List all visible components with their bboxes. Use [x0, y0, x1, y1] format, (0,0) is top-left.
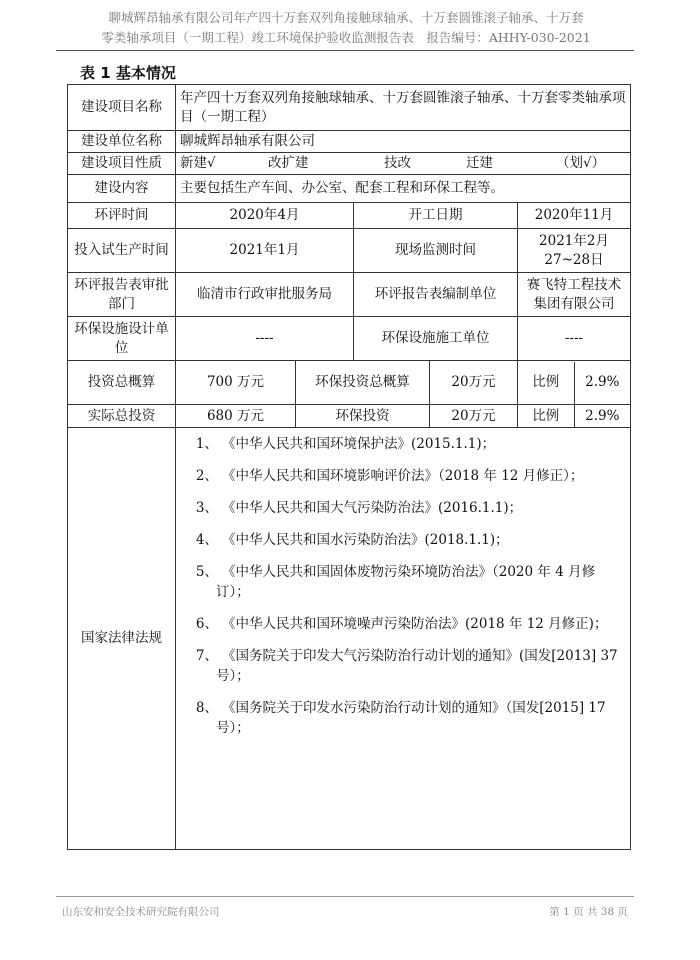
law-item: 8、 《国务院关于印发水污染防治行动计划的通知》（国发[2015] 17 号）； — [195, 700, 606, 736]
label-monitor-time: 现场监测时间 — [354, 229, 518, 273]
nature-tech: 技改 — [384, 155, 411, 171]
law-item: 5、 《中华人民共和国固体废物污染环境防治法》（2020 年 4 月修订）； — [195, 564, 596, 600]
value-design: ---- — [176, 317, 354, 361]
basic-info-table — [67, 84, 631, 850]
value-compiler: 赛飞特工程技术集团有限公司 — [518, 273, 631, 317]
value-actual-ratio: 2.9% — [585, 407, 620, 424]
table-row — [68, 131, 631, 153]
label-actual-ratio: 比例 — [518, 405, 575, 427]
value-project-name: 年产四十万套双列角接触球轴承、十万套圆锥滚子轴承、十万套零类轴承项目（一期工程） — [176, 85, 631, 131]
value-actual: 680 万元 — [176, 405, 296, 428]
value-start-date: 2020年11月 — [518, 203, 631, 229]
value-ratio: 2.9% — [585, 374, 620, 390]
value-env-budget: 20万元 — [430, 361, 518, 405]
table-row — [68, 175, 631, 203]
law-item: 3、 《中华人民共和国大气污染防治法》(2016.1.1)； — [195, 500, 523, 516]
table-row — [68, 405, 631, 428]
label-laws: 国家法律法规 — [68, 428, 176, 850]
law-item: 2、 《中华人民共和国环境影响评价法》（2018 年 12 月修正）； — [195, 468, 584, 484]
label-start-date: 开工日期 — [354, 203, 518, 229]
table-caption: 表 1 基本情况 — [80, 64, 176, 82]
footer-rule — [56, 896, 634, 897]
value-approval: 临清市行政审批服务局 — [176, 273, 354, 317]
table-row — [68, 273, 631, 317]
label-compiler: 环评报告表编制单位 — [354, 273, 518, 317]
page-header — [72, 8, 620, 48]
label-approval: 环评报告表审批部门 — [68, 273, 176, 317]
label-ratio: 比例 — [518, 362, 575, 404]
table-row — [68, 361, 631, 405]
law-item: 6、 《中华人民共和国环境噪声污染防治法》(2018 年 12 月修正)； — [195, 616, 608, 632]
label-unit: 建设单位名称 — [68, 131, 176, 153]
ratio-cell — [518, 361, 631, 405]
label-env-budget: 环保投资总概算 — [296, 361, 430, 405]
actual-ratio-cell — [518, 405, 631, 428]
value-trial: 2021年1月 — [176, 229, 354, 273]
table-row — [68, 85, 631, 131]
label-eia-time: 环评时间 — [68, 203, 176, 229]
laws-list — [176, 428, 631, 850]
label-construction: 环保设施施工单位 — [354, 317, 518, 361]
table-row — [68, 428, 631, 850]
header-line-2: 零类轴承项目（一期工程）竣工环境保护验收监测报告表 报告编号：AHHY-030-2021 — [101, 30, 591, 45]
value-monitor-time: 2021年2月27~28日 — [518, 229, 631, 273]
label-env-invest: 环保投资 — [296, 405, 430, 428]
nature-new: 新建√ — [180, 155, 216, 171]
label-design: 环保设施设计单位 — [68, 317, 176, 361]
law-item: 7、 《国务院关于印发大气污染防治行动计划的通知》(国发[2013] 37 号）； — [195, 648, 618, 684]
value-budget: 700 万元 — [176, 361, 296, 405]
law-item: 4、 《中华人民共和国水污染防治法》(2018.1.1)； — [195, 532, 509, 548]
label-trial: 投入试生产时间 — [68, 229, 176, 273]
nature-move: 迁建 — [466, 155, 493, 171]
label-actual: 实际总投资 — [68, 405, 176, 428]
footer-company: 山东安和安全技术研究院有限公司 — [62, 906, 220, 918]
table-row — [68, 203, 631, 229]
table-row — [68, 153, 631, 175]
value-eia-time: 2020年4月 — [176, 203, 354, 229]
label-project-name: 建设项目名称 — [68, 85, 176, 131]
header-line-1: 聊城辉昂轴承有限公司年产四十万套双列角接触球轴承、十万套圆锥滚子轴承、十万套 — [108, 10, 584, 25]
value-nature — [176, 153, 631, 175]
footer-page-number: 第 1 页 共 38 页 — [549, 906, 628, 918]
table-row — [68, 229, 631, 273]
value-env-invest: 20万元 — [430, 405, 518, 428]
law-item: 1、 《中华人民共和国环境保护法》(2015.1.1)； — [195, 436, 496, 452]
label-budget: 投资总概算 — [68, 361, 176, 405]
value-unit: 聊城辉昂轴承有限公司 — [176, 131, 631, 153]
value-content: 主要包括生产车间、办公室、配套工程和环保工程等。 — [176, 175, 631, 203]
label-content: 建设内容 — [68, 175, 176, 203]
nature-mark: （划√） — [556, 155, 606, 171]
value-construction: ---- — [518, 317, 631, 361]
nature-expand: 改扩建 — [268, 155, 309, 171]
header-rule — [56, 50, 634, 51]
table-row — [68, 317, 631, 361]
label-nature: 建设项目性质 — [68, 153, 176, 175]
